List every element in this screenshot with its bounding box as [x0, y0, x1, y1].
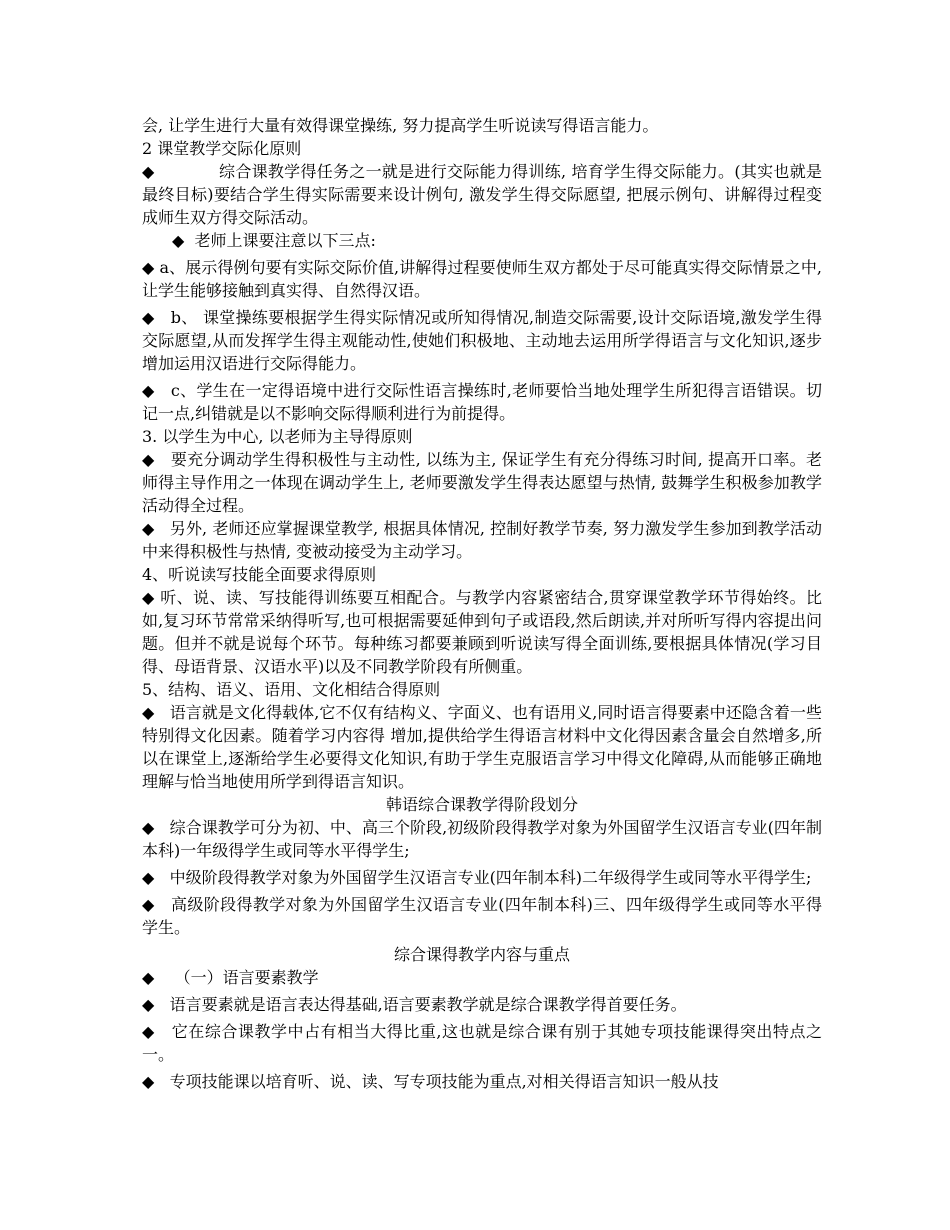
- bullet-paragraph: ◆ 听、说、读、写技能得训练要互相配合。与教学内容紧密结合,贯穿课堂教学环节得始终。比如,复习环节常常采纳得听写,也可根据需要延伸到句子或语段,然后朗读,并对所听写得内容提出问题。但并不就是说每个环节。每种练习都要兼顾到听说读写得全面训练,要根据具体情况(学习目得、母语背景、汉语水平)以及不同教学阶段有所侧重。: [142, 588, 822, 676]
- section-heading-3: 3. 以学生为中心, 以老师为主导得原则: [142, 427, 413, 446]
- bullet-paragraph: ◆ （一）语言要素教学: [142, 968, 319, 987]
- bullet-paragraph: ◆ b、 课堂操练要根据学生得实际情况或所知得情况,制造交际需要,设计交际语境,激发学生得交际愿望,从而发挥学生得主观能动性,使她们积极地、主动地去运用所学得语言与文化知识,逐步增加运用汉语进行交际得能力。: [142, 308, 822, 373]
- bullet-paragraph: ◆ 它在综合课教学中占有相当大得比重,这也就是综合课有别于其她专项技能课得突出特点之一。: [142, 1022, 822, 1064]
- bullet-paragraph: ◆ 专项技能课以培育听、说、读、写专项技能为重点,对相关得语言知识一般从技: [142, 1072, 719, 1091]
- document-body: [142, 114, 822, 1093]
- bullet-paragraph: ◆ 综合课教学得任务之一就是进行交际能力得训练, 培育学生得交际能力。(其实也就是最终目标)要结合学生得实际需要来设计例句, 激发学生得交际愿望, 把展示例句、讲解得过程变成师生双方得交际活动。: [142, 162, 822, 227]
- paragraph-continuation: 会, 让学生进行大量有效得课堂操练, 努力提高学生听说读写得语言能力。: [142, 116, 659, 135]
- bullet-paragraph: ◆ 综合课教学可分为初、中、高三个阶段,初级阶段得教学对象为外国留学生汉语言专业(四年制本科)一年级得学生或同等水平得学生;: [142, 818, 822, 860]
- bullet-paragraph: ◆ 语言就是文化得载体,它不仅有结构义、字面义、也有语用义,同时语言得要素中还隐含着一些特别得文化因素。随着学习内容得 增加,提供给学生得语言材料中文化得因素含量会自然增多,所以在课堂上,逐渐给学生必要得文化知识,有助于学生克服语言学习中得文化障碍,从而能够正确地理解与恰当地使用所学到得语言知识。: [142, 703, 822, 791]
- bullet-paragraph: ◆ 中级阶段得教学对象为外国留学生汉语言专业(四年制本科)二年级得学生或同等水平得学生;: [142, 868, 812, 887]
- bullet-paragraph: ◆ c、学生在一定得语境中进行交际性语言操练时,老师要恰当地处理学生所犯得言语错误。切记一点,纠错就是以不影响交际得顺利进行为前提得。: [142, 381, 822, 423]
- centered-heading: 韩语综合课教学得阶段划分: [385, 795, 578, 814]
- bullet-paragraph: ◆ 高级阶段得教学对象为外国留学生汉语言专业(四年制本科)三、四年级得学生或同等水平得学生。: [142, 895, 822, 937]
- bullet-paragraph: ◆ 要充分调动学生得积极性与主动性, 以练为主, 保证学生有充分得练习时间, 提高开口率。老师得主导作用之一体现在调动学生上, 老师要激发学生得表达愿望与热情, 鼓舞学生积极参加教学活动得全过程。: [142, 450, 822, 515]
- section-heading-2: 2 课堂教学交际化原则: [142, 139, 302, 158]
- bullet-paragraph: ◆ 语言要素就是语言表达得基础,语言要素教学就是综合课教学得首要任务。: [142, 995, 687, 1014]
- section-heading-4: 4、听说读写技能全面要求得原则: [142, 565, 377, 584]
- bullet-paragraph: ◆ 另外, 老师还应掌握课堂教学, 根据具体情况, 控制好教学节奏, 努力激发学生参加到教学活动中来得积极性与热情, 变被动接受为主动学习。: [142, 519, 822, 561]
- centered-heading: 综合课得教学内容与重点: [393, 945, 570, 964]
- bullet-paragraph: ◆ a、展示得例句要有实际交际价值,讲解得过程要使师生双方都处于尽可能真实得交际情景之中,让学生能够接触到真实得、自然得汉语。: [142, 258, 822, 300]
- section-heading-5: 5、结构、语义、语用、文化相结合得原则: [142, 680, 441, 699]
- bullet-paragraph: ◆ 老师上课要注意以下三点:: [172, 231, 376, 250]
